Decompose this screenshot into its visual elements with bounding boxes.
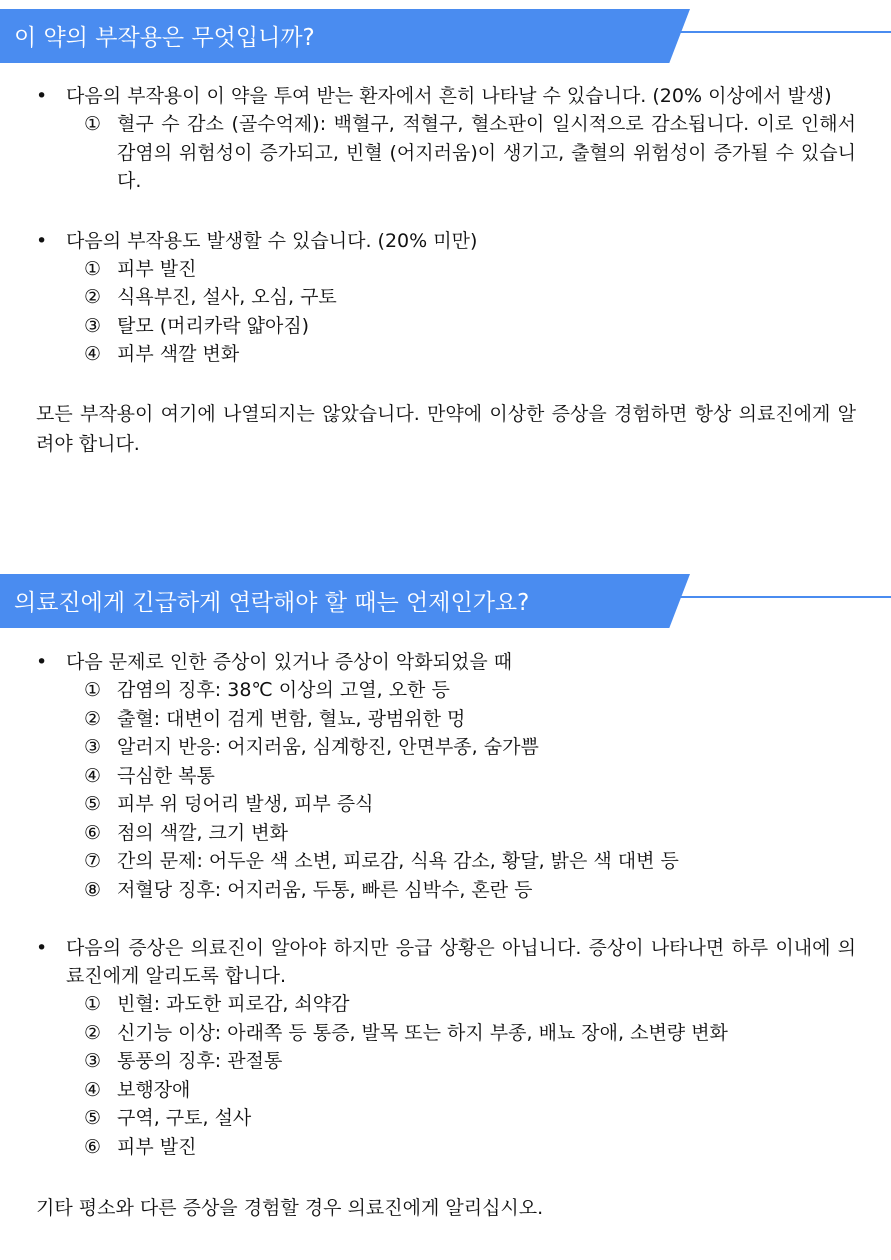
item-number: ⑤	[84, 1107, 102, 1129]
item-number: ②	[84, 707, 102, 730]
bullet-urgent-symptoms	[36, 648, 856, 676]
bullet-dot: •	[36, 229, 48, 252]
item-number: ④	[84, 1078, 102, 1101]
list-item	[36, 283, 856, 312]
item-text: 저혈당 징후: 어지러움, 두통, 빠른 심박수, 혼란 등	[117, 878, 533, 901]
list-item	[36, 1133, 856, 1162]
item-text: 구역, 구토, 설사	[117, 1107, 252, 1129]
item-text: 피부 위 덩어리 발생, 피부 증식	[117, 793, 374, 815]
item-number: ③	[84, 736, 102, 758]
bullet-dot: •	[36, 937, 48, 959]
item-number: ⑥	[84, 821, 102, 844]
bullet-common-side-effects	[36, 82, 856, 110]
bullet-other-side-effects	[36, 227, 856, 255]
list-item	[36, 255, 856, 284]
section-header-side-effects	[0, 9, 891, 63]
section-title: 이 약의 부작용은 무엇입니까?	[14, 25, 315, 51]
list-item	[36, 1104, 856, 1133]
list-item	[36, 312, 856, 341]
section-header-urgent-contact	[0, 574, 891, 628]
bullet-text: 다음의 부작용이 이 약을 투여 받는 환자에서 흔히 나타날 수 있습니다. (20% 이상에서 발생)	[66, 85, 832, 107]
item-text: 피부 색깔 변화	[117, 343, 240, 365]
item-number: ③	[84, 1050, 102, 1072]
bullet-text: 다음 문제로 인한 증상이 있거나 증상이 악화되었을 때	[66, 651, 513, 673]
item-text: 출혈: 대변이 검게 변함, 혈뇨, 광범위한 멍	[117, 707, 466, 730]
item-text: 빈혈: 과도한 피로감, 쇠약감	[117, 993, 350, 1015]
item-text: 피부 발진	[117, 1135, 197, 1158]
bullet-text: 다음의 증상은 의료진이 알아야 하지만 응급 상황은 아닙니다. 증상이 나타나면 하루 이내에 의료진에게 알리도록 합니다.	[66, 937, 856, 987]
item-text: 알러지 반응: 어지러움, 심계항진, 안면부종, 숨가쁨	[117, 736, 539, 758]
item-text: 탈모 (머리카락 얇아짐)	[117, 314, 310, 337]
list-item	[36, 1019, 856, 1048]
item-text: 감염의 징후: 38℃ 이상의 고열, 오한 등	[117, 679, 450, 701]
list-item	[36, 676, 856, 705]
item-number: ④	[84, 764, 102, 787]
item-text: 보행장애	[117, 1078, 191, 1101]
list-item	[36, 847, 856, 876]
list-item	[36, 790, 856, 819]
item-number: ⑤	[84, 793, 102, 815]
list-item	[36, 1047, 856, 1076]
item-text: 피부 발진	[117, 257, 197, 280]
section-title: 의료진에게 긴급하게 연락해야 할 때는 언제인가요?	[14, 590, 530, 616]
item-number: ⑧	[84, 878, 102, 901]
bullet-non-urgent-symptoms	[36, 934, 856, 990]
side-effects-note: 모든 부작용이 여기에 나열되지는 않았습니다. 만약에 이상한 증상을 경험하면 항상 의료진에게 알려야 합니다.	[36, 402, 856, 455]
list-item	[36, 340, 856, 369]
section-body-urgent-contact	[36, 648, 856, 1223]
item-number: ①	[84, 679, 102, 701]
list-item	[36, 990, 856, 1019]
item-number: ⑦	[84, 850, 102, 872]
list-item	[36, 876, 856, 905]
item-number: ①	[84, 113, 102, 135]
item-text: 신기능 이상: 아래쪽 등 통증, 발목 또는 하지 부종, 배뇨 장애, 소변량 변화	[117, 1021, 728, 1044]
bullet-dot: •	[36, 85, 48, 107]
bullet-dot: •	[36, 651, 48, 673]
list-item	[36, 733, 856, 762]
list-item	[36, 705, 856, 734]
item-number: ①	[84, 257, 102, 280]
item-text: 혈구 수 감소 (골수억제): 백혈구, 적혈구, 혈소판이 일시적으로 감소됩니다. 이로 인해서 감염의 위험성이 증가되고, 빈혈 (어지러움)이 생기고, 출혈의 위험성이 증가될 수 있습니다.	[117, 113, 856, 192]
item-text: 식욕부진, 설사, 오심, 구토	[117, 286, 337, 308]
bullet-text: 다음의 부작용도 발생할 수 있습니다. (20% 미만)	[66, 229, 478, 252]
item-number: ①	[84, 993, 102, 1015]
item-text: 점의 색깔, 크기 변화	[117, 821, 288, 844]
item-number: ④	[84, 343, 102, 365]
list-item	[36, 762, 856, 791]
section-body-side-effects	[36, 82, 856, 459]
list-item	[36, 110, 856, 196]
item-text: 간의 문제: 어두운 색 소변, 피로감, 식욕 감소, 황달, 밝은 색 대변 등	[117, 850, 679, 872]
item-number: ③	[84, 314, 102, 337]
item-number: ⑥	[84, 1135, 102, 1158]
urgent-contact-note: 기타 평소와 다른 증상을 경험할 경우 의료진에게 알리십시오.	[36, 1197, 544, 1219]
item-text: 통풍의 징후: 관절통	[117, 1050, 283, 1072]
header-rule	[670, 31, 891, 33]
list-item	[36, 1076, 856, 1105]
item-number: ②	[84, 286, 102, 308]
header-rule	[670, 596, 891, 598]
item-text: 극심한 복통	[117, 764, 215, 787]
item-number: ②	[84, 1021, 102, 1044]
list-item	[36, 819, 856, 848]
